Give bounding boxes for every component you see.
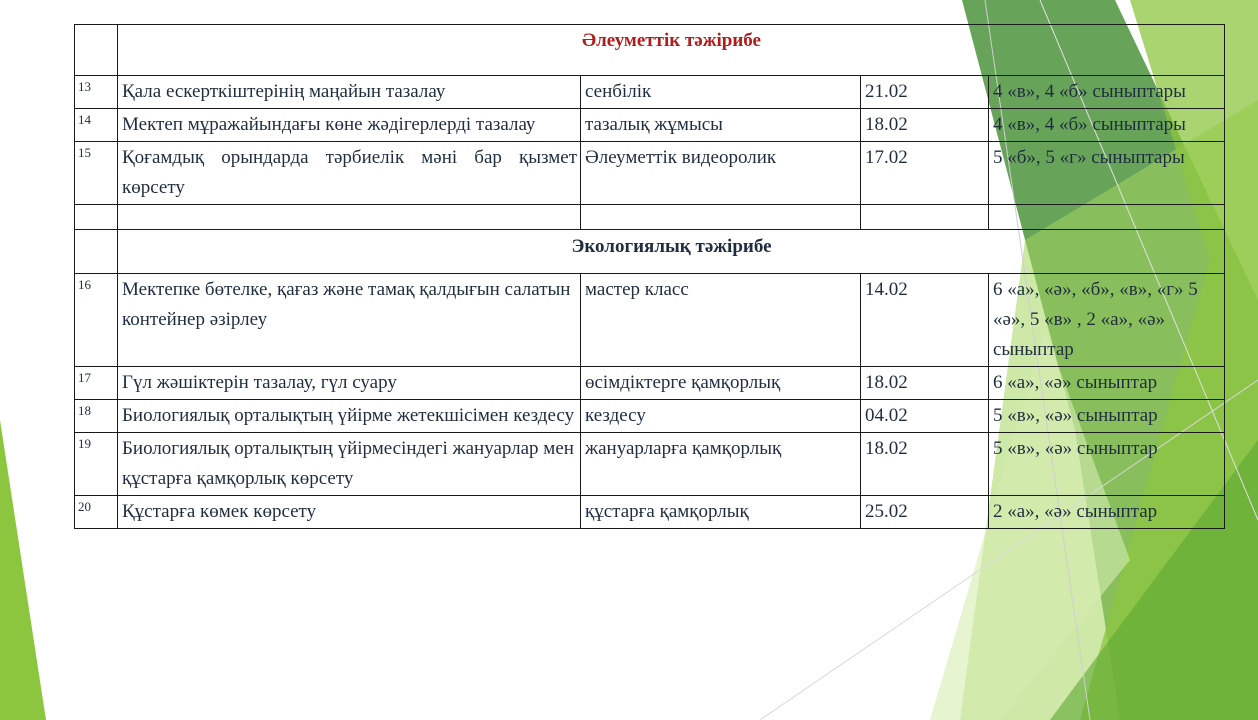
date-cell: 14.02 (861, 274, 989, 367)
left-green-wedge (0, 420, 46, 720)
section-header-row (75, 25, 1225, 76)
type-cell: құстарға қамқорлық (581, 496, 861, 529)
classes-cell: 4 «в», 4 «б» сыныптары (989, 109, 1225, 142)
activity-cell: Құстарға көмек көрсету (118, 496, 581, 529)
row-number: 16 (75, 274, 118, 367)
classes-cell: 5 «б», 5 «г» сыныптары (989, 142, 1225, 205)
classes-cell: 5 «в», «ә» сыныптар (989, 400, 1225, 433)
table-row (75, 109, 1225, 142)
classes-cell: 4 «в», 4 «б» сыныптары (989, 76, 1225, 109)
empty-cell (581, 205, 861, 230)
date-cell: 18.02 (861, 109, 989, 142)
empty-cell (75, 205, 118, 230)
type-cell: жануарларға қамқорлық (581, 433, 861, 496)
empty-cell (861, 205, 989, 230)
blank-row (75, 205, 1225, 230)
row-number: 14 (75, 109, 118, 142)
date-cell: 21.02 (861, 76, 989, 109)
empty-cell (989, 205, 1225, 230)
activity-cell: Қала ескерткіштерінің маңайын тазалау (118, 76, 581, 109)
row-number: 15 (75, 142, 118, 205)
type-cell: тазалық жұмысы (581, 109, 861, 142)
activity-cell: Биологиялық орталықтың үйірмесіндегі жануарлар мен құстарға қамқорлық көрсету (118, 433, 581, 496)
row-number: 18 (75, 400, 118, 433)
activity-cell: Биологиялық орталықтың үйірме жетекшісімен кездесу (118, 400, 581, 433)
activity-cell: Қоғамдық орындарда тәрбиелік мәні бар қызмет көрсету (118, 142, 581, 205)
section-title: Экологиялық тәжірибе (118, 230, 1225, 274)
date-cell: 18.02 (861, 433, 989, 496)
date-cell: 25.02 (861, 496, 989, 529)
classes-cell: 5 «в», «ә» сыныптар (989, 433, 1225, 496)
empty-cell (75, 25, 118, 76)
row-number: 20 (75, 496, 118, 529)
activities-table-wrapper (74, 24, 1224, 529)
date-cell: 18.02 (861, 367, 989, 400)
type-cell: мастер класс (581, 274, 861, 367)
type-cell: Әлеуметтік видеоролик (581, 142, 861, 205)
row-number: 17 (75, 367, 118, 400)
activity-cell: Мектепке бөтелке, қағаз және тамақ қалдығын салатын контейнер әзірлеу (118, 274, 581, 367)
activity-cell: Гүл жәшіктерін тазалау, гүл суару (118, 367, 581, 400)
section-header-row (75, 230, 1225, 274)
classes-cell: 2 «а», «ә» сыныптар (989, 496, 1225, 529)
row-number: 19 (75, 433, 118, 496)
date-cell: 17.02 (861, 142, 989, 205)
table-row (75, 400, 1225, 433)
date-cell: 04.02 (861, 400, 989, 433)
classes-cell: 6 «а», «ә», «б», «в», «г» 5 «ә», 5 «в» , 2 «а», «ә» сыныптар (989, 274, 1225, 367)
table-row (75, 496, 1225, 529)
table-row (75, 367, 1225, 400)
type-cell: кездесу (581, 400, 861, 433)
table-row (75, 274, 1225, 367)
type-cell: сенбілік (581, 76, 861, 109)
table-row (75, 76, 1225, 109)
empty-cell (118, 205, 581, 230)
classes-cell: 6 «а», «ә» сыныптар (989, 367, 1225, 400)
empty-cell (75, 230, 118, 274)
table-row (75, 142, 1225, 205)
activity-cell: Мектеп мұражайындағы көне жәдігерлерді тазалау (118, 109, 581, 142)
row-number: 13 (75, 76, 118, 109)
section-title: Әлеуметтік тәжірибе (118, 25, 1225, 76)
activities-table (74, 24, 1225, 529)
table-row (75, 433, 1225, 496)
type-cell: өсімдіктерге қамқорлық (581, 367, 861, 400)
